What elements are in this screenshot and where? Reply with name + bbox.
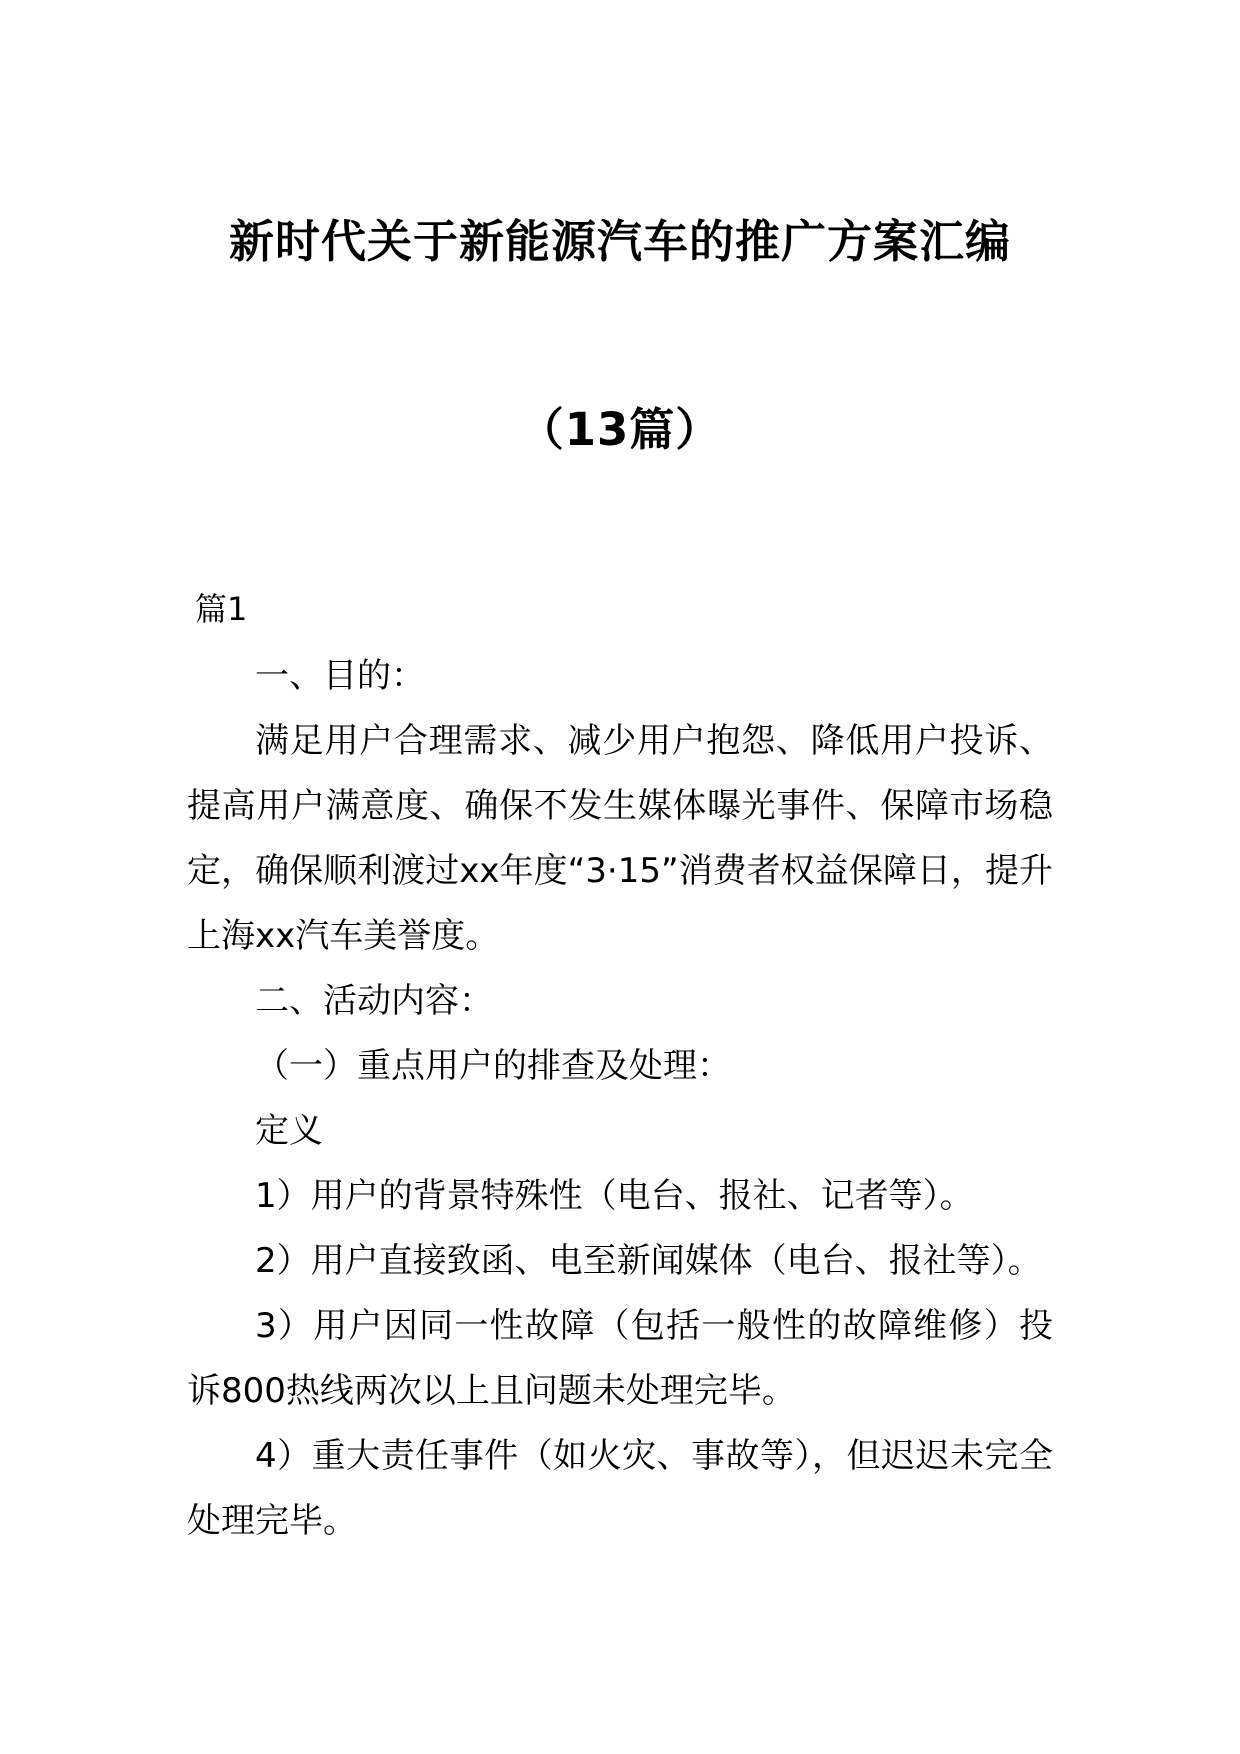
list-item: 3）用户因同一性故障（包括一般性的故障维修）投诉800热线两次以上且问题未处理完毕。 [187,1306,1053,1411]
subheading-key-users: （一）重点用户的排查及处理： [255,1046,731,1086]
section-label: 篇1 [195,590,248,628]
heading-activity: 二、活动内容： [255,981,493,1021]
document-body [187,644,1053,1554]
list-item: 1）用户的背景特殊性（电台、报社、记者等）。 [255,1176,974,1216]
heading-purpose: 一、目的： [255,656,425,696]
paragraph-purpose: 满足用户合理需求、减少用户抱怨、降低用户投诉、提高用户满意度、确保不发生媒体曝光事件、保障市场稳定，确保顺利渡过xx年度“3·15”消费者权益保障日，提升上海xx汽车美誉度。 [187,721,1053,956]
document-title: 新时代关于新能源汽车的推广方案汇编 [228,215,1011,268]
document-subtitle: （13篇） [518,403,722,456]
list-item: 2）用户直接致函、电至新闻媒体（电台、报社等）。 [255,1241,1042,1281]
list-item: 4）重大责任事件（如火灾、事故等），但迟迟未完全处理完毕。 [187,1436,1053,1541]
definition-label: 定义 [255,1111,323,1151]
